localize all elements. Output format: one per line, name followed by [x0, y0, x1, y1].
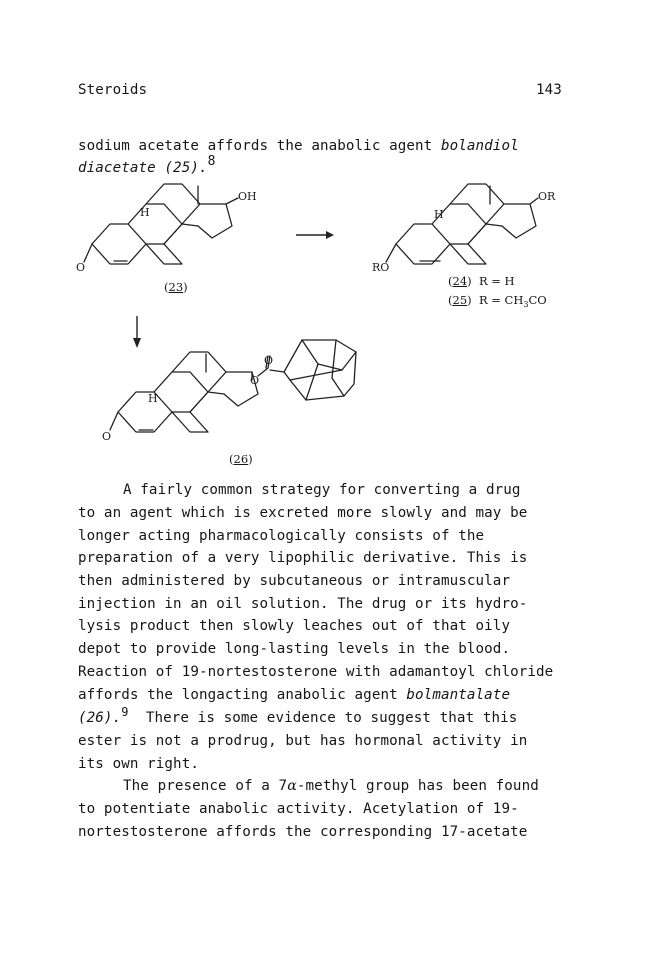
- structure-23: [84, 184, 238, 264]
- compound-25-definition-prefix: R = CH: [478, 293, 524, 307]
- page-number: 143: [536, 82, 562, 98]
- compound-label-26: (26): [229, 452, 253, 466]
- h-label-26: H: [148, 392, 158, 405]
- compound-label-25: (25) $R = CH_3CO$: [448, 293, 547, 309]
- paragraph1-line-7: lysis product then slowly leaches out of that oily: [78, 618, 511, 634]
- paragraph1-line-13: its own right.: [78, 756, 199, 772]
- oxygen-label-26: O: [102, 430, 112, 443]
- structure-24-25: [386, 184, 538, 264]
- drug-name-diacetate: diacetate (25).: [78, 160, 208, 176]
- substituent-oh: OH: [238, 190, 257, 203]
- compound-number-26: 26: [233, 452, 249, 466]
- compound-number-25: 25: [452, 293, 468, 307]
- paragraph1-line-6: injection in an oil solution. The drug or its hydro-: [78, 596, 528, 612]
- h-label-24: H: [434, 208, 444, 221]
- reference-9: 9: [121, 705, 129, 719]
- paragraph1-line-2: to an agent which is excreted more slowly and may be: [78, 505, 528, 521]
- compound-label-24: (24) R = H: [448, 274, 515, 288]
- drug-name-bolandiol: bolandiol: [440, 138, 519, 154]
- paragraph2-line-1: [123, 778, 539, 794]
- reaction-arrow-down: [133, 316, 141, 348]
- paragraph1-line-1: A fairly common strategy for converting a drug: [123, 482, 521, 498]
- paragraph1-line-4: preparation of a very lipophilic derivative. This is: [78, 550, 528, 566]
- paragraph1-line-10: [78, 687, 510, 703]
- paragraph2-line-2: to potentiate anabolic activity. Acetylation of 19-: [78, 801, 519, 817]
- substituent-or: OR: [538, 190, 556, 203]
- paragraph1-line-10-text: affords the longacting anabolic agent: [78, 687, 407, 703]
- paragraph1-line-11-text: There is some evidence to suggest that this: [128, 710, 518, 726]
- substituent-ro: RO: [372, 261, 390, 274]
- h-label-23: H: [140, 206, 150, 219]
- compound-25-definition-suffix: CO: [528, 293, 547, 307]
- running-header-title: Steroids: [78, 82, 148, 98]
- ester-oxygen-label: O: [250, 374, 260, 387]
- compound-25-subscript: 3: [523, 300, 529, 309]
- carbonyl-oxygen-label: O: [264, 354, 274, 367]
- reference-8: 8: [207, 154, 216, 169]
- paragraph2-line-1-prefix: The presence of a 7: [123, 778, 288, 794]
- intro-line-1-text: sodium acetate affords the anabolic agent: [78, 138, 441, 154]
- paragraph1-line-9: Reaction of 19-nortestosterone with adamantoyl chloride: [78, 664, 554, 680]
- paragraph2-line-1-suffix: -methyl group has been found: [296, 778, 539, 794]
- reaction-arrow-right: [296, 231, 334, 239]
- compound-number-23: 23: [168, 280, 184, 294]
- paragraph2-line-3: nortestosterone affords the corresponding 17-acetate: [78, 824, 528, 840]
- compound-label-23: (23): [164, 280, 188, 294]
- paragraph1-line-8: depot to provide long-lasting levels in the blood.: [78, 641, 511, 657]
- structure-26: [110, 340, 356, 432]
- oxygen-label-23: O: [76, 261, 86, 274]
- compound-ref-26: (26).: [78, 710, 122, 726]
- paragraph1-line-3: longer acting pharmacologically consists of the: [78, 528, 485, 544]
- paragraph1-line-11: [78, 705, 518, 726]
- paragraph1-line-12: ester is not a prodrug, but has hormonal activity in: [78, 733, 528, 749]
- greek-alpha: α: [287, 778, 297, 794]
- paragraph1-line-5: then administered by subcutaneous or intramuscular: [78, 573, 511, 589]
- compound-24-definition: R = H: [478, 274, 515, 288]
- drug-name-bolmantalate: bolmantalate: [406, 687, 511, 703]
- compound-number-24: 24: [452, 274, 468, 288]
